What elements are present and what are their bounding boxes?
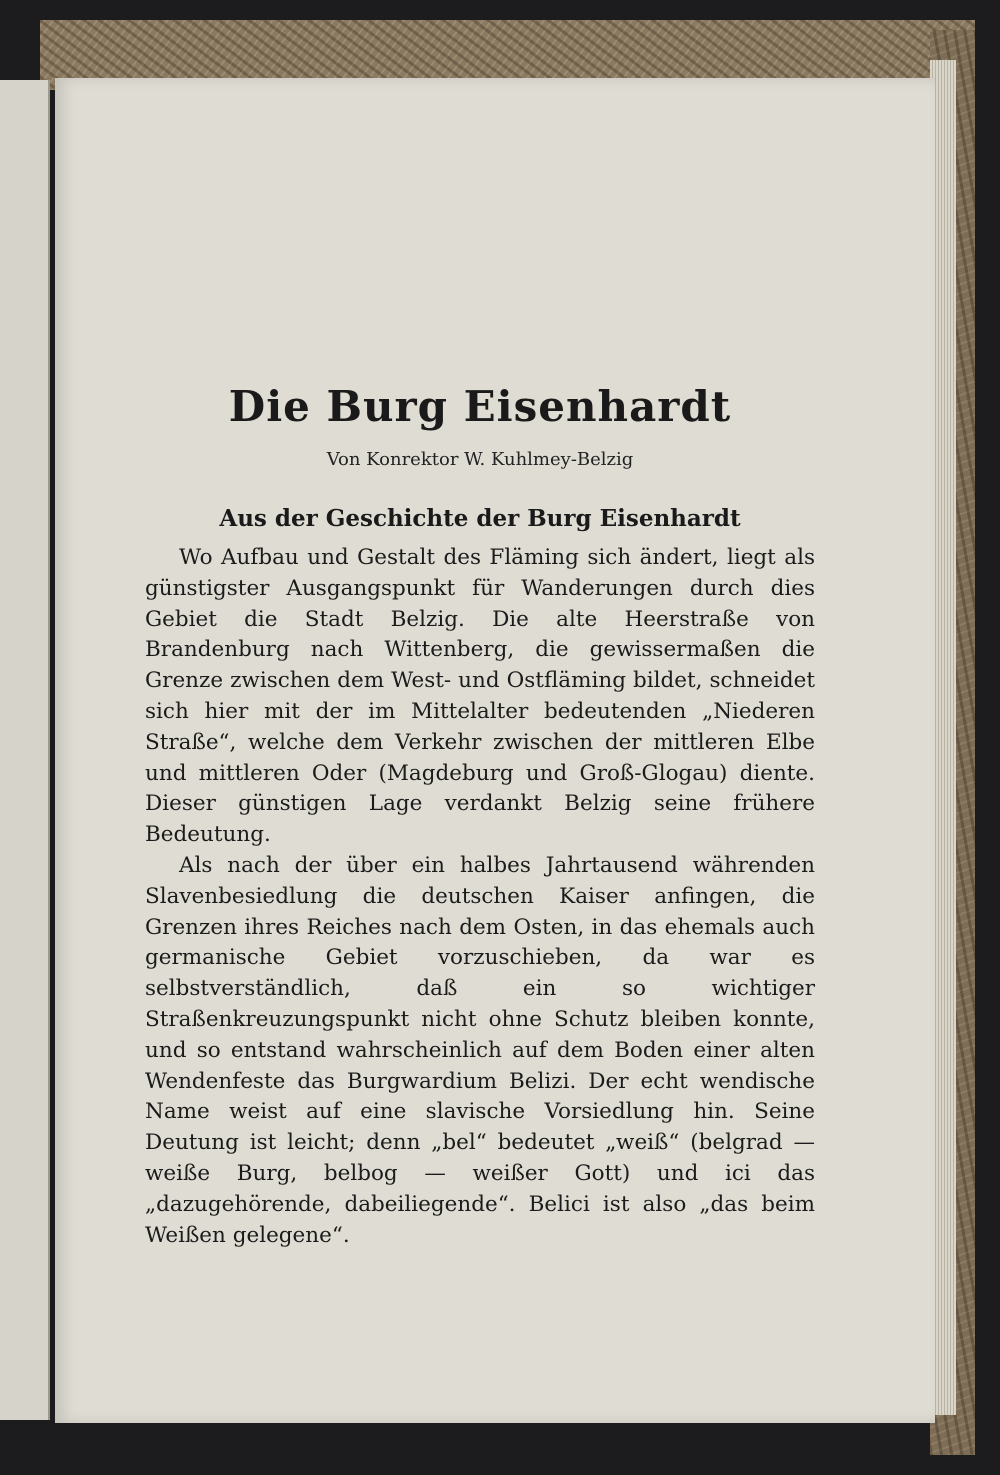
section-heading: Aus der Geschichte der Burg Eisenhardt bbox=[219, 505, 741, 532]
paragraph-1: Wo Aufbau und Gestalt des Fläming sich ändert, liegt als günstigster Ausgangspunkt für Wanderungen durch dies Gebiet die Stadt Belzig. Die alte Heerstraße von Brandenburg nach Wittenberg, die gewissermaßen die Grenze zwischen dem West- und Ostfläming bildet, schneidet sich hier mit der im Mittelalter bedeutenden „Niederen Straße“, welche dem Verkehr zwischen der mittleren Elbe und mittleren Oder (Magdeburg und Groß-Glogau) diente. Dieser günstigen Lage verdankt Belzig seine frühere Bedeutung. bbox=[145, 545, 815, 848]
page-title: Die Burg Eisenhardt bbox=[228, 382, 732, 431]
paragraph-2: Als nach der über ein halbes Jahrtausend währenden Slavenbesiedlung die deutschen Kaiser anfingen, die Grenzen ihres Reiches nach dem Osten, in das ehemals auch germanische Gebiet vorzuschieben, da war es selbstverständlich, daß ein so wichtiger Straßenkreuzungspunkt nicht ohne Schutz bleiben konnte, und so entstand wahrscheinlich auf dem Boden einer alten Wendenfeste das Burgwardium Belizi. Der echt wendische Name weist auf eine slavische Vorsiedlung hin. Seine Deutung ist leicht; denn „bel“ bedeutet „weiß“ (belgrad — weiße Burg, belbog — weißer Gott) und ici das „dazugehörende, dabeiliegende“. Belici ist also „das beim Weißen gelegene“. bbox=[145, 852, 815, 1248]
left-page bbox=[0, 80, 50, 1420]
author-byline: Von Konrektor W. Kuhlmey-Belzig bbox=[326, 449, 634, 470]
body-text bbox=[145, 543, 815, 1251]
